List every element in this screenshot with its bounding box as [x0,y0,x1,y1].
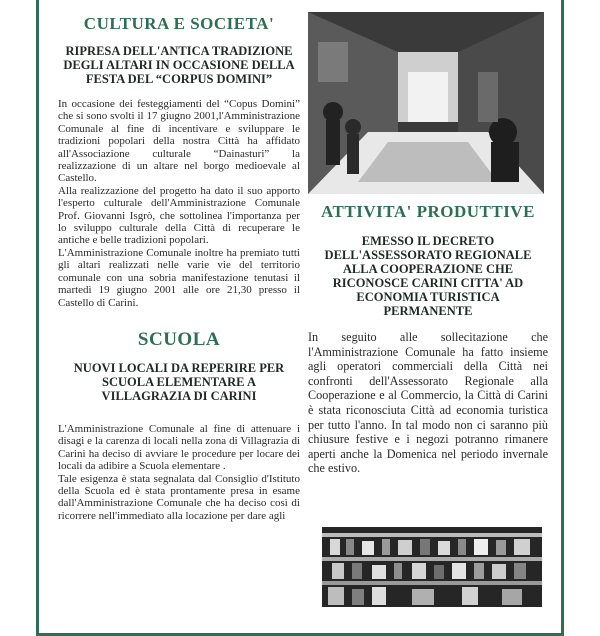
school-paragraph-2: Tale esigenza è stata segnalata dal Consiglio d'Istituto della Scuola ed è stata prontamente presa in esame dall'Amministrazione Comunale che ha deciso così di ricorrere nell'immediato alla locazione per dare agli [58,472,300,522]
school-heading: SCUOLA [137,328,221,350]
culture-heading: CULTURA E SOCIETA' [83,14,275,33]
culture-paragraph-2: Alla realizzazione del progetto ha dato il suo apporto l'esperto culturale dell'Amministrazione Comunale Prof. Giovanni Isgrò, che sottolinea l'importanza per lo sviluppo culturale della Città di recuperare le antiche e belle tradizioni popolari. [58,184,300,247]
altar-street-photo [308,12,544,194]
school-paragraph-1: L'Amministrazione Comunale al fine di attenuare i disagi e la carenza di locali nella zona di Villagrazia di Carini ha deciso di avviare le procedure per locare dei locali da adibire a Scuola elementare . [58,422,300,473]
store-shelves-photo [322,527,542,607]
production-paragraph: In seguito alle sollecitazione che l'Amministrazione Comunale ha fatto insieme agli operatori commerciali della Città nei confronti dell'Assessorato Regionale alla Cooperazione e al Commercio, la Città di Carini è stata riconosciuta Città ad economia turistica per tutto l'anno. In tal modo non ci saranno più chiusure festive e i negozi potranno rimanere aperti anche la Domenica nel periodo invernale che estivo. [308,330,548,476]
culture-subheading: RIPRESA DELL'ANTICA TRADIZIONE DEGLI ALTARI IN OCCASIONE DELLA FESTA DEL “CORPUS DOMINI” [63,44,295,86]
school-subheading: NUOVI LOCALI DA REPERIRE PER SCUOLA ELEMENTARE A VILLAGRAZIA DI CARINI [73,360,285,403]
store-shelves-photo-image [322,527,542,607]
altar-street-photo-image [308,12,544,194]
culture-paragraph-3: L'Amministrazione Comunale inoltre ha premiato tutti gli altari realizzati nelle varie vie del territorio comunale con una sobria manifestazione tenutasi il martedì 19 giugno 2001 alle ore 21,30 presso il Castello di Carini. [58,246,300,309]
left-column [58,12,300,522]
production-heading: ATTIVITA' PRODUTTIVE [321,202,535,221]
right-column [308,12,548,476]
production-subheading: EMESSO IL DECRETO DELL'ASSESSORATO REGIONALE ALLA COOPERAZIONE CHE RICONOSCE CARINI CITTA' AD ECONOMIA TURISTICA PERMANENTE [324,234,532,318]
culture-paragraph-1: In occasione dei festeggiamenti del “Copus Domini” che si sono svolti il 17 giugno 2001,l'Amministrazione Comunale al fine di incentivare e sviluppare le tradizioni popolari della nostra Città ha affidato all'Associazione culturale “Dainasturi” la realizzazione di un altare nel borgo medioevale al Castello. [58,98,300,185]
